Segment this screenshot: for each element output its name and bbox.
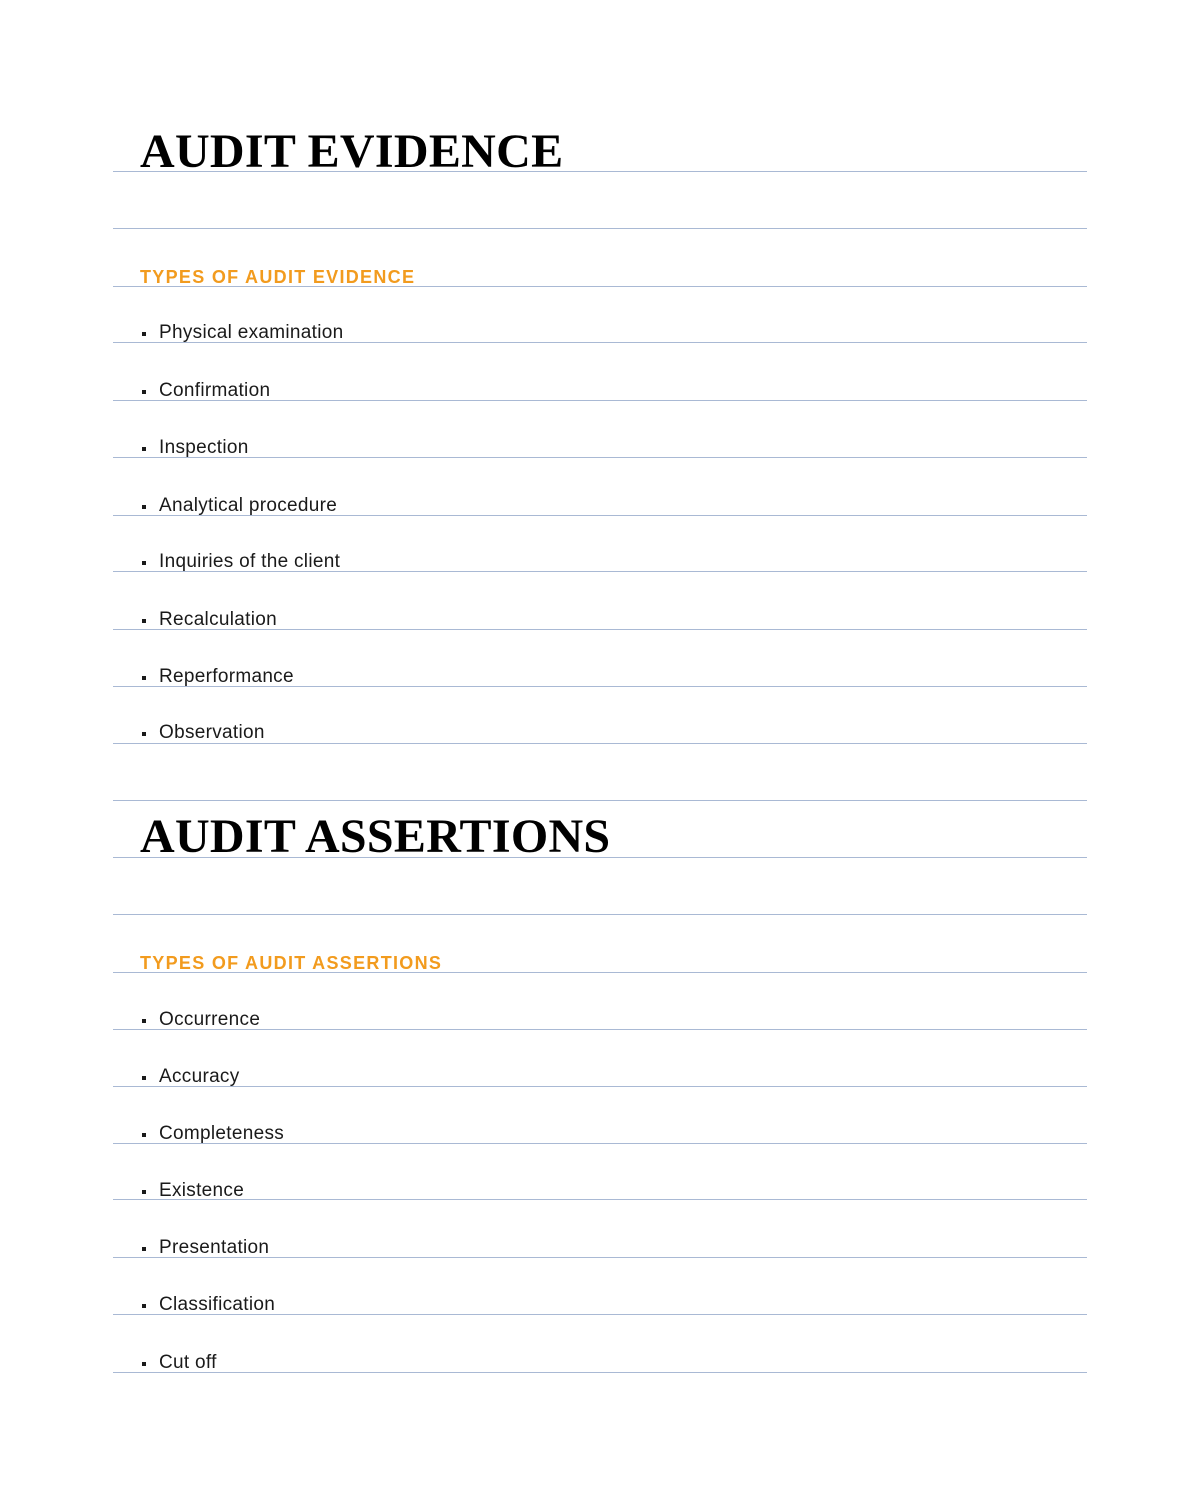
- bullet-icon: [142, 1019, 146, 1023]
- list-item-label: Cut off: [159, 1352, 217, 1373]
- list-item-label: Observation: [159, 722, 265, 743]
- list-item: [140, 1238, 1080, 1257]
- list-item: [140, 1353, 1080, 1372]
- list-item-label: Analytical procedure: [159, 495, 338, 516]
- list-item: [140, 552, 1080, 571]
- list-item-label: Confirmation: [159, 380, 271, 401]
- list-item-label: Inspection: [159, 437, 249, 458]
- list-item: [140, 1124, 1080, 1143]
- list-item: [140, 1181, 1080, 1200]
- list-item-label: Accuracy: [159, 1066, 240, 1087]
- list-item: [140, 723, 1080, 742]
- list-item-label: Recalculation: [159, 609, 277, 630]
- list-item-label: Presentation: [159, 1237, 270, 1258]
- list-item-label: Inquiries of the client: [159, 551, 341, 572]
- bullet-icon: [142, 1190, 146, 1194]
- list-item: [140, 381, 1080, 400]
- section-subtitle: TYPES OF AUDIT EVIDENCE: [140, 267, 416, 287]
- ruled-line: [113, 743, 1087, 744]
- bullet-icon: [142, 505, 146, 509]
- ruled-line: [113, 1372, 1087, 1373]
- list-item-label: Occurrence: [159, 1009, 261, 1030]
- bullet-icon: [142, 332, 146, 336]
- list-item-label: Reperformance: [159, 666, 294, 687]
- list-item: [140, 1295, 1080, 1314]
- bullet-icon: [142, 1133, 146, 1137]
- list-item-label: Classification: [159, 1294, 276, 1315]
- bullet-icon: [142, 1362, 146, 1366]
- list-item: [140, 323, 1080, 342]
- bullet-icon: [142, 390, 146, 394]
- list-item-label: Existence: [159, 1180, 245, 1201]
- list-item: [140, 438, 1080, 457]
- ruled-line: [113, 914, 1087, 915]
- bullet-icon: [142, 1076, 146, 1080]
- list-item: [140, 1067, 1080, 1086]
- ruled-line: [113, 228, 1087, 229]
- bullet-icon: [142, 676, 146, 680]
- ruled-line: [113, 800, 1087, 801]
- ruled-line: [113, 1086, 1087, 1087]
- bullet-icon: [142, 732, 146, 736]
- bullet-icon: [142, 1247, 146, 1251]
- list-item-label: Completeness: [159, 1123, 285, 1144]
- list-item: [140, 496, 1080, 515]
- bullet-icon: [142, 447, 146, 451]
- bullet-icon: [142, 619, 146, 623]
- ruled-line: [113, 457, 1087, 458]
- list-item-label: Physical examination: [159, 322, 344, 343]
- list-item: [140, 1010, 1080, 1029]
- list-item: [140, 610, 1080, 629]
- section-title: AUDIT ASSERTIONS: [140, 810, 611, 863]
- section-title: AUDIT EVIDENCE: [140, 125, 564, 178]
- section-subtitle: TYPES OF AUDIT ASSERTIONS: [140, 953, 443, 973]
- bullet-icon: [142, 561, 146, 565]
- list-item: [140, 667, 1080, 686]
- bullet-icon: [142, 1304, 146, 1308]
